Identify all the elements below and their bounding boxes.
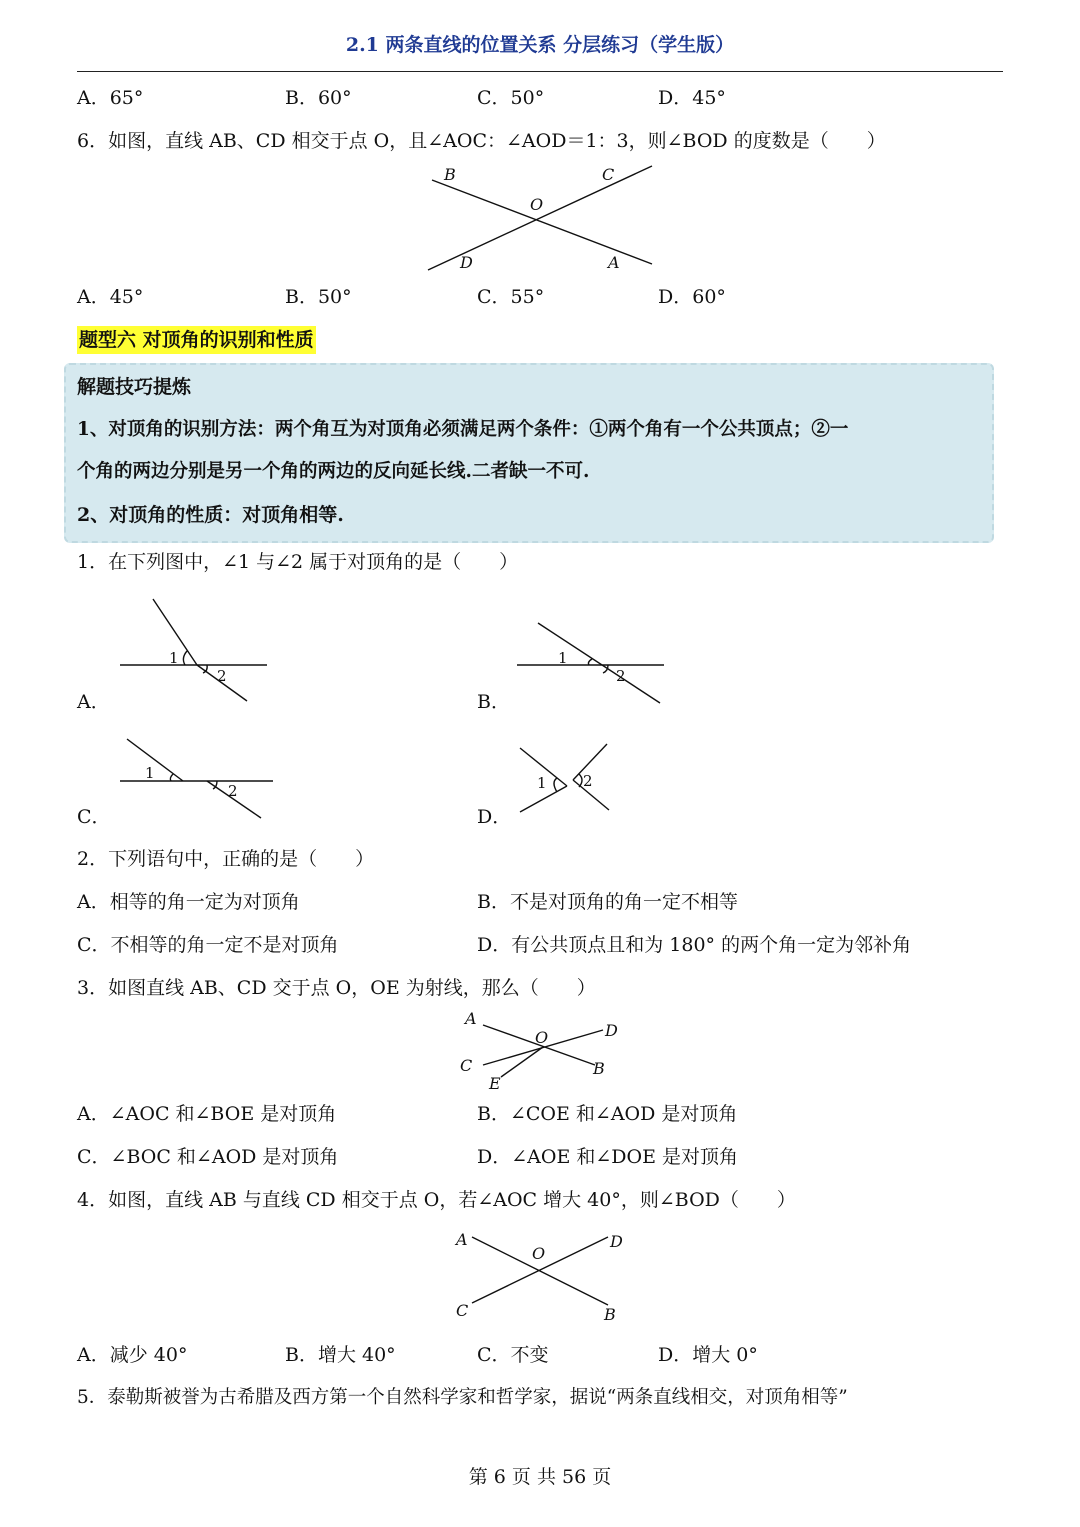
p1-option-a-label: A． <box>77 691 110 713</box>
p3-label-a: A <box>465 1009 477 1028</box>
p1-figure-a <box>115 595 275 707</box>
p4-stem: 4．如图，直线 AB 与直线 CD 相交于点 O，若∠AOC 增大 40°，则∠BOD（ ） <box>77 1189 796 1211</box>
p1a-angle-2: 2 <box>217 667 227 685</box>
q6-option-c: C．55° <box>477 286 545 308</box>
page-number: 第 6 页 共 56 页 <box>468 1466 612 1488</box>
p4-option-a: A．减少 40° <box>77 1344 188 1366</box>
p1d-angle-2: 2 <box>583 772 593 790</box>
p3-figure <box>455 1005 630 1095</box>
p1c-upper-ray <box>127 739 183 781</box>
p1-option-d-label: D． <box>477 806 512 828</box>
p3-option-b: B．∠COE 和∠AOD 是对顶角 <box>477 1103 738 1125</box>
prev-option-d: D．45° <box>658 87 726 109</box>
p4-label-a: A <box>456 1230 468 1249</box>
q6-line-ba <box>432 180 652 264</box>
q6-label-b: B <box>444 165 456 184</box>
p1b-angle-1: 1 <box>558 649 568 667</box>
p4-figure <box>448 1225 633 1325</box>
q6-stem: 6．如图，直线 AB、CD 相交于点 O，且∠AOC：∠AOD＝1：3，则∠BOD 的度数是（ ） <box>77 130 886 152</box>
p5-stem: 5．泰勒斯被誉为古希腊及西方第一个自然科学家和哲学家，据说“两条直线相交，对顶角相等” <box>77 1387 848 1408</box>
p4-label-d: D <box>610 1232 623 1251</box>
p3-label-b: B <box>593 1059 605 1078</box>
q6-label-d: D <box>460 253 473 272</box>
section-title: 题型六 对顶角的识别和性质 <box>77 326 316 354</box>
prev-option-b: B．60° <box>285 87 352 109</box>
p3-label-e: E <box>489 1074 501 1093</box>
p1c-angle-2: 2 <box>228 782 238 800</box>
document-title: 2.1 两条直线的位置关系 分层练习（学生版） <box>345 34 735 56</box>
tips-line-1: 1、对顶角的识别方法：两个角互为对顶角必须满足两个条件：①两个角有一个公共顶点；②一 <box>77 419 849 440</box>
tips-title: 解题技巧提炼 <box>77 376 192 398</box>
p1c-angle-1: 1 <box>145 764 155 782</box>
p1-option-c-label: C． <box>77 806 111 828</box>
p3-stem: 3．如图直线 AB、CD 交于点 O，OE 为射线，那么（ ） <box>77 977 596 999</box>
p3-label-o: O <box>535 1028 549 1047</box>
p4-option-c: C．不变 <box>477 1344 549 1366</box>
p2-option-a: A．相等的角一定为对顶角 <box>77 891 300 913</box>
p4-label-b: B <box>604 1305 616 1324</box>
p3-label-c: C <box>460 1056 473 1075</box>
p4-label-c: C <box>456 1301 469 1320</box>
p4-label-o: O <box>532 1244 546 1263</box>
p3-ray-oe <box>501 1047 543 1077</box>
q6-option-d: D．60° <box>658 286 726 308</box>
p1a-angle-1: 1 <box>169 649 179 667</box>
q6-option-a: A．45° <box>77 286 144 308</box>
p1c-angle-1-arc <box>170 774 173 781</box>
q6-label-c: C <box>602 165 615 184</box>
p1-figure-b <box>512 618 672 706</box>
prev-option-c: C．50° <box>477 87 545 109</box>
p2-option-c: C．不相等的角一定不是对顶角 <box>77 934 339 956</box>
header-rule <box>77 71 1003 72</box>
p2-option-b: B．不是对顶角的角一定不相等 <box>477 891 738 913</box>
p4-option-d: D．增大 0° <box>658 1344 758 1366</box>
p3-option-a: A．∠AOC 和∠BOE 是对顶角 <box>77 1103 337 1125</box>
p4-option-b: B．增大 40° <box>285 1344 396 1366</box>
p1-stem: 1．在下列图中，∠1 与∠2 属于对顶角的是（ ） <box>77 551 519 573</box>
p3-option-c: C．∠BOC 和∠AOD 是对顶角 <box>77 1146 339 1168</box>
p3-label-d: D <box>605 1021 618 1040</box>
p1b-angle-2: 2 <box>616 667 626 685</box>
p2-option-d: D．有公共顶点且和为 180° 的两个角一定为邻补角 <box>477 934 912 956</box>
tips-line-2: 个角的两边分别是另一个角的两边的反向延长线.二者缺一不可. <box>77 461 590 482</box>
p1a-angle-1-arc <box>183 651 187 665</box>
q6-label-o: O <box>530 195 544 214</box>
tips-line-3: 2、对顶角的性质：对顶角相等. <box>77 504 344 526</box>
p1-figure-c <box>115 734 280 822</box>
prev-option-a: A．65° <box>77 87 144 109</box>
q6-label-a: A <box>608 253 620 272</box>
p1d-angle-1: 1 <box>537 774 547 792</box>
p3-option-d: D．∠AOE 和∠DOE 是对顶角 <box>477 1146 738 1168</box>
p2-stem: 2．下列语句中，正确的是（ ） <box>77 848 375 870</box>
q6-option-b: B．50° <box>285 286 352 308</box>
p1b-slanted-line <box>538 623 660 703</box>
p1-figure-d <box>515 740 615 816</box>
p1b-angle-1-arc <box>588 659 592 665</box>
q6-figure <box>420 158 660 276</box>
p1d-angle-1-arc <box>554 778 557 792</box>
p1-option-b-label: B． <box>477 691 510 713</box>
